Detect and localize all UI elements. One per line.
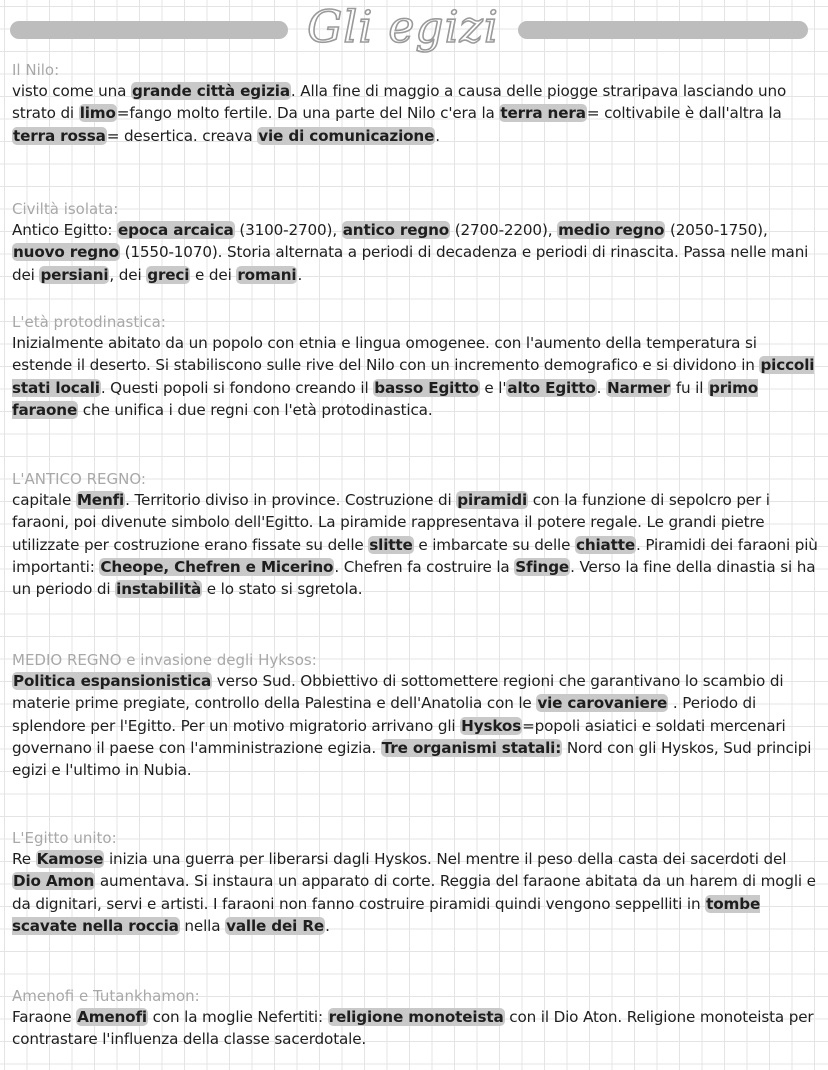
body-text: con la funzione di sepolcro per i faraoni, poi divenute simbolo dell'Egitto. La piramide rappresentava il potere regale. Le grandi pietre utilizzate per costruzione erano fissate su delle <box>12 491 770 554</box>
highlighted-keyword: nuovo regno <box>13 243 119 262</box>
body-text: . Questi popoli si fondono creando il <box>100 378 374 397</box>
highlighted-keyword: primo faraone <box>12 378 759 419</box>
highlighted-keyword: medio regno <box>558 221 665 239</box>
body-text: (2050-1750), <box>665 221 768 239</box>
body-text: Re <box>12 850 36 868</box>
highlighted-keyword: Narmer <box>606 378 671 397</box>
body-text: verso Sud. Obbiettivo di sottomettere regioni che garantivano lo scambio di materie prime pregiate, controllo della Palestina e dell'Anatolia con le <box>12 672 784 713</box>
body-text: . <box>435 126 440 145</box>
body-text: Nord con gli Hyskos, Sud principi egizi e l'ultimo in Nubia. <box>12 738 812 780</box>
body-text: con la moglie Nefertiti: <box>147 1008 328 1026</box>
highlighted-keyword: antico regno <box>342 221 450 239</box>
highlighted-keyword: vie carovaniere <box>537 694 668 713</box>
section-heading: L'ANTICO REGNO: <box>12 470 146 488</box>
body-text: aumentava. Si instaura un apparato di corte. Reggia del faraone abitata da un harem di mogli e da dignitari, servi e artisti. I faraoni non fanno costruire piramidi quindi vengono seppelliti in <box>12 872 816 913</box>
highlighted-keyword: Sfinge <box>515 557 570 576</box>
body-text: e l' <box>479 378 507 397</box>
section-nilo <box>12 60 818 147</box>
section-body <box>12 219 818 286</box>
highlighted-keyword: alto Egitto <box>507 378 596 397</box>
section-heading: L'età protodinastica: <box>12 313 166 331</box>
highlighted-keyword: instabilità <box>116 580 202 599</box>
section-body <box>12 489 818 600</box>
body-text: = desertica. creava <box>106 126 258 145</box>
body-text: che unifica i due regni con l'età protodinastica. <box>78 400 433 419</box>
highlighted-keyword: Dio Amon <box>13 872 95 891</box>
decorative-bar-right <box>518 21 808 39</box>
section-body <box>12 332 818 421</box>
body-text: (2700-2200), <box>450 221 558 239</box>
body-text: fu il <box>671 378 708 397</box>
body-text: . Territorio diviso in province. Costruzione di <box>125 491 457 509</box>
section-heading: Il Nilo: <box>12 61 60 79</box>
body-text: e imbarcate su delle <box>413 535 575 554</box>
highlighted-keyword: terra rossa <box>13 126 106 145</box>
body-text: . Verso la fine della dinastia si ha un periodo di <box>12 557 816 599</box>
section-body <box>12 848 818 937</box>
highlighted-keyword: Menfi <box>76 491 125 509</box>
highlighted-keyword: chiatte <box>575 535 636 554</box>
body-text: con il Dio Aton. Religione monoteista per contrastare l'influenza della classe sacerdotale. <box>12 1008 814 1049</box>
section-heading: Civiltà isolata: <box>12 200 119 218</box>
body-text: . Chefren fa costruire la <box>334 557 515 576</box>
section-heading: Amenofi e Tutankhamon: <box>12 987 200 1005</box>
page-header <box>0 0 828 60</box>
body-text: capitale <box>12 491 76 509</box>
page-title: Gli egizi <box>307 2 499 53</box>
body-text: e lo stato si sgretola. <box>202 580 363 599</box>
section-body <box>12 80 818 147</box>
highlighted-keyword: religione monoteista <box>328 1008 504 1026</box>
section-civilta-isolata <box>12 199 818 286</box>
highlighted-keyword: persiani <box>40 265 109 284</box>
body-text: nella <box>179 916 226 935</box>
body-text: =fango molto fertile. Da una parte del Nilo c'era la <box>116 104 500 123</box>
highlighted-keyword: Politica espansionistica <box>13 672 212 690</box>
highlighted-keyword: slitte <box>369 535 413 554</box>
body-text: Inizialmente abitato da un popolo con etnia e lingua omogenee. con l'aumento della temperatura si estende il deserto. Si stabiliscono sulle rive del Nilo con un incremento demografico e si dividono in <box>12 334 760 375</box>
highlighted-keyword: basso Egitto <box>374 378 479 397</box>
body-text: . <box>596 378 606 397</box>
section-medio-regno <box>12 650 818 781</box>
highlighted-keyword: Amenofi <box>77 1008 147 1026</box>
body-text: (3100-2700), <box>234 221 342 239</box>
body-text: e dei <box>190 265 237 284</box>
body-text: . Piramidi dei faraoni più importanti: <box>12 535 818 576</box>
section-egitto-unito <box>12 828 818 937</box>
body-text: . <box>325 916 330 935</box>
body-text: Antico Egitto: <box>12 221 118 239</box>
section-heading: MEDIO REGNO e invasione degli Hyksos: <box>12 651 317 669</box>
section-antico-regno <box>12 469 818 600</box>
highlighted-keyword: Hyskos <box>461 716 522 735</box>
body-text: (1550-1070). Storia alternata a periodi di decadenza e periodi di rinascita. Passa nelle mani dei <box>12 243 809 284</box>
body-text: . Alla fine di maggio a causa delle piogge straripava lasciando uno strato di <box>12 82 787 123</box>
highlighted-keyword: Cheope, Chefren e Micerino <box>100 557 334 576</box>
highlighted-keyword: Tre organismi statali: <box>381 738 562 757</box>
section-body <box>12 670 818 781</box>
highlighted-keyword: piramidi <box>457 491 528 509</box>
highlighted-keyword: Kamose <box>36 850 104 868</box>
highlighted-keyword: greci <box>147 265 190 284</box>
highlighted-keyword: grande città egizia <box>131 82 290 100</box>
body-text: = coltivabile è dall'altra la <box>586 104 782 123</box>
section-eta-protodinastica <box>12 312 818 421</box>
section-amenofi-tutankhamon <box>12 986 818 1051</box>
body-text: . <box>297 265 303 284</box>
body-text: visto come una <box>12 82 131 100</box>
section-heading: L'Egitto unito: <box>12 829 117 847</box>
highlighted-keyword: romani <box>237 265 297 284</box>
highlighted-keyword: limo <box>79 104 116 123</box>
body-text: . Periodo di splendore per l'Egitto. Per un motivo migratorio arrivano gli <box>12 694 757 735</box>
highlighted-keyword: piccoli stati locali <box>12 356 815 397</box>
section-body <box>12 1006 818 1051</box>
highlighted-keyword: tombe scavate nella roccia <box>12 894 761 935</box>
body-text: , dei <box>109 265 147 284</box>
body-text: =popoli asiatici e soldati mercenari governano il paese con l'amministrazione egizia. <box>12 716 786 757</box>
body-text: inizia una guerra per liberarsi dagli Hyskos. Nel mentre il peso della casta dei sacerdoti del <box>104 850 787 868</box>
body-text: Faraone <box>12 1008 77 1026</box>
highlighted-keyword: vie di comunicazione <box>258 126 435 145</box>
highlighted-keyword: terra nera <box>500 104 586 123</box>
highlighted-keyword: valle dei Re <box>226 916 325 935</box>
highlighted-keyword: epoca arcaica <box>118 221 234 239</box>
decorative-bar-left <box>10 21 288 39</box>
